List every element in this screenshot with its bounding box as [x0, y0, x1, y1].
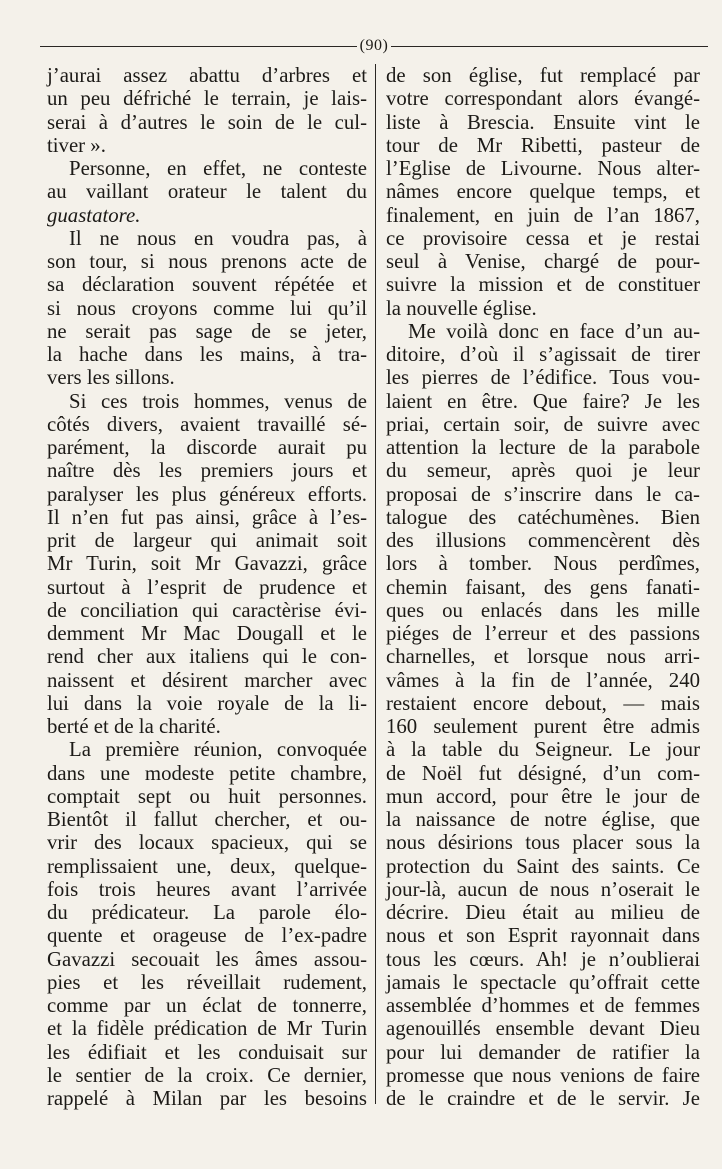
text-line: suivre la mission et de constituer [386, 273, 700, 297]
text-line: agenouillés ensemble devant Dieu [386, 1017, 700, 1041]
text-line: nous désirions tous placer sous la [386, 831, 700, 855]
text-line: côtés divers, avaient travaillé sé- [47, 412, 367, 436]
text-line: du semeur, après quoi je leur [386, 459, 700, 483]
text-line: nous et son Esprit rayonnait dans [386, 924, 700, 948]
text-line: pour lui demander de ratifier la [386, 1040, 700, 1064]
left-column [47, 64, 367, 1110]
text-line: à la table du Seigneur. Le jour [386, 738, 700, 762]
text-line: ne serait pas sage de se jeter, [47, 319, 367, 343]
text-line: protection du Saint des saints. Ce [386, 854, 700, 878]
header-rule-left [40, 46, 357, 47]
text-line: Bientôt il fallut chercher, et ou- [47, 808, 367, 831]
text-line: rappelé à Milan par les besoins [47, 1087, 367, 1110]
text-line: tous les cœurs. Ah! je n’oublierai [386, 947, 700, 971]
text-line: tiver ». [47, 133, 106, 157]
text-line: Gavazzi secouait les âmes assou- [47, 947, 367, 971]
text-line: Mr Turin, soit Mr Gavazzi, grâce [47, 552, 367, 576]
right-column [386, 64, 700, 1110]
text-line: un peu défriché le terrain, je lais- [47, 87, 367, 111]
text-line: nâmes encore quelque temps, et [386, 180, 700, 204]
text-line: vrir des locaux spacieux, qui se [47, 831, 367, 855]
column-divider [375, 64, 376, 1104]
text-line: l’Eglise de Livourne. Nous alter- [386, 157, 700, 180]
text-line: la hache dans les mains, à tra- [47, 343, 367, 366]
text-line: charnelles, et lorsque nous arri- [386, 645, 700, 669]
text-line: ques ou enlacés dans les mille [386, 598, 700, 622]
text-line: chemin faisant, des gens fanati- [386, 575, 700, 599]
text-line: serai à d’autres le soin de le cul- [47, 110, 367, 134]
text-line: promesse que nous venions de faire [386, 1063, 700, 1087]
header-rule-right [391, 46, 708, 47]
text-line: pies et les réveillait rudement, [47, 970, 367, 994]
text-line: La première réunion, convoquée [69, 738, 367, 762]
text-line: surtout à l’esprit de prudence et [47, 575, 367, 599]
text-line: les pierres de l’édifice. Tous vou- [386, 366, 700, 390]
text-line: vâmes à la fin de l’année, 240 [386, 668, 700, 692]
text-line: de son église, fut remplacé par [386, 64, 700, 87]
text-line: rend cher aux italiens qui le con- [47, 645, 367, 669]
text-line: parément, la discorde aurait pu [47, 436, 367, 459]
text-line: laient en être. Que faire? Je les [386, 389, 700, 413]
text-line: jour-là, aucun de nous n’oserait le [386, 877, 700, 901]
text-line: demment Mr Mac Dougall et le [47, 622, 367, 645]
text-line: priai, certain soir, de suivre avec [386, 412, 700, 436]
text-line: le sentier de la croix. Ce dernier, [47, 1063, 367, 1087]
text-line: ce provisoire cessa et je restai [386, 226, 700, 250]
text-line: sa déclaration souvent répétée et [47, 273, 367, 297]
text-line: naître dès les premiers jours et [47, 459, 367, 483]
text-line: fois trois heures avant l’arrivée [47, 877, 367, 901]
text-line: les édifiait et les conduisait sur [47, 1040, 367, 1064]
text-line: attention la lecture de la parabole [386, 436, 700, 459]
page-number: (90) [359, 37, 389, 54]
text-line: ditoire, d’où il s’agissait de tirer [386, 343, 700, 366]
text-line: votre correspondant alors évangé- [386, 87, 700, 111]
text-line: mun accord, pour être le jour de [386, 784, 700, 808]
text-line: paralyser les plus généreux efforts. [47, 482, 367, 506]
text-line: j’aurai assez abattu d’arbres et [47, 64, 367, 87]
text-line: Personne, en effet, ne conteste [69, 157, 367, 180]
text-line: de conciliation qui caractèrise évi- [47, 598, 367, 622]
text-line: et la fidèle prédication de Mr Turin [47, 1017, 367, 1041]
text-line: berté et de la charité. [47, 715, 221, 738]
text-line: Il n’en fut pas ainsi, grâce à l’es- [47, 505, 367, 529]
text-line: Il ne nous en voudra pas, à [69, 226, 367, 250]
text-line: jamais le spectacle qu’offrait cette [386, 970, 700, 994]
text-line: seul à Venise, chargé de pour- [386, 250, 700, 273]
text-line: finalement, en juin de l’an 1867, [386, 203, 700, 227]
text-line: de le craindre et de le servir. Je [386, 1087, 700, 1110]
text-line: quente et orageuse de l’ex-padre [47, 924, 367, 948]
text-line: du prédicateur. La parole élo- [47, 901, 367, 924]
text-line: naissent et désirent marcher avec [47, 668, 367, 692]
text-line: si nous croyons comme lui qu’il [47, 296, 367, 320]
text-line: des illusions commencèrent dès [386, 529, 700, 552]
text-line: guastatore. [47, 203, 141, 227]
text-line: comme par un éclat de tonnerre, [47, 994, 367, 1017]
text-line: assemblée d’hommes et de femmes [386, 994, 700, 1017]
text-line: restaient encore debout, — mais [386, 691, 700, 715]
text-line: lui dans la voie royale de la li- [47, 691, 367, 715]
text-line: piéges de l’erreur et des passions [386, 622, 700, 645]
page-header [40, 34, 708, 58]
text-line: proposai de s’inscrire dans le ca- [386, 482, 700, 506]
text-line: décrire. Dieu était au milieu de [386, 901, 700, 924]
text-line: au vaillant orateur le talent du [47, 180, 367, 204]
text-line: Si ces trois hommes, venus de [69, 389, 367, 413]
text-line: son tour, si nous prenons acte de [47, 250, 367, 273]
text-line: comptait sept ou huit personnes. [47, 784, 367, 808]
text-line: vers les sillons. [47, 366, 175, 390]
text-line: lors à tomber. Nous perdîmes, [386, 552, 700, 576]
text-line: Me voilà donc en face d’un au- [408, 319, 700, 343]
text-line: remplissaient une, deux, quelque- [47, 854, 367, 878]
text-line: la nouvelle église. [386, 296, 537, 320]
text-line: 160 seulement purent être admis [386, 715, 700, 738]
text-line: de Noël fut désigné, d’un com- [386, 761, 700, 785]
text-line: la naissance de notre église, que [386, 808, 700, 831]
text-line: tour de Mr Ribetti, pasteur de [386, 133, 700, 157]
text-line: liste à Brescia. Ensuite vint le [386, 110, 700, 134]
text-line: prit de largeur qui animait soit [47, 529, 367, 552]
text-line: talogue des catéchumènes. Bien [386, 505, 700, 529]
text-line: dans une modeste petite chambre, [47, 761, 367, 785]
